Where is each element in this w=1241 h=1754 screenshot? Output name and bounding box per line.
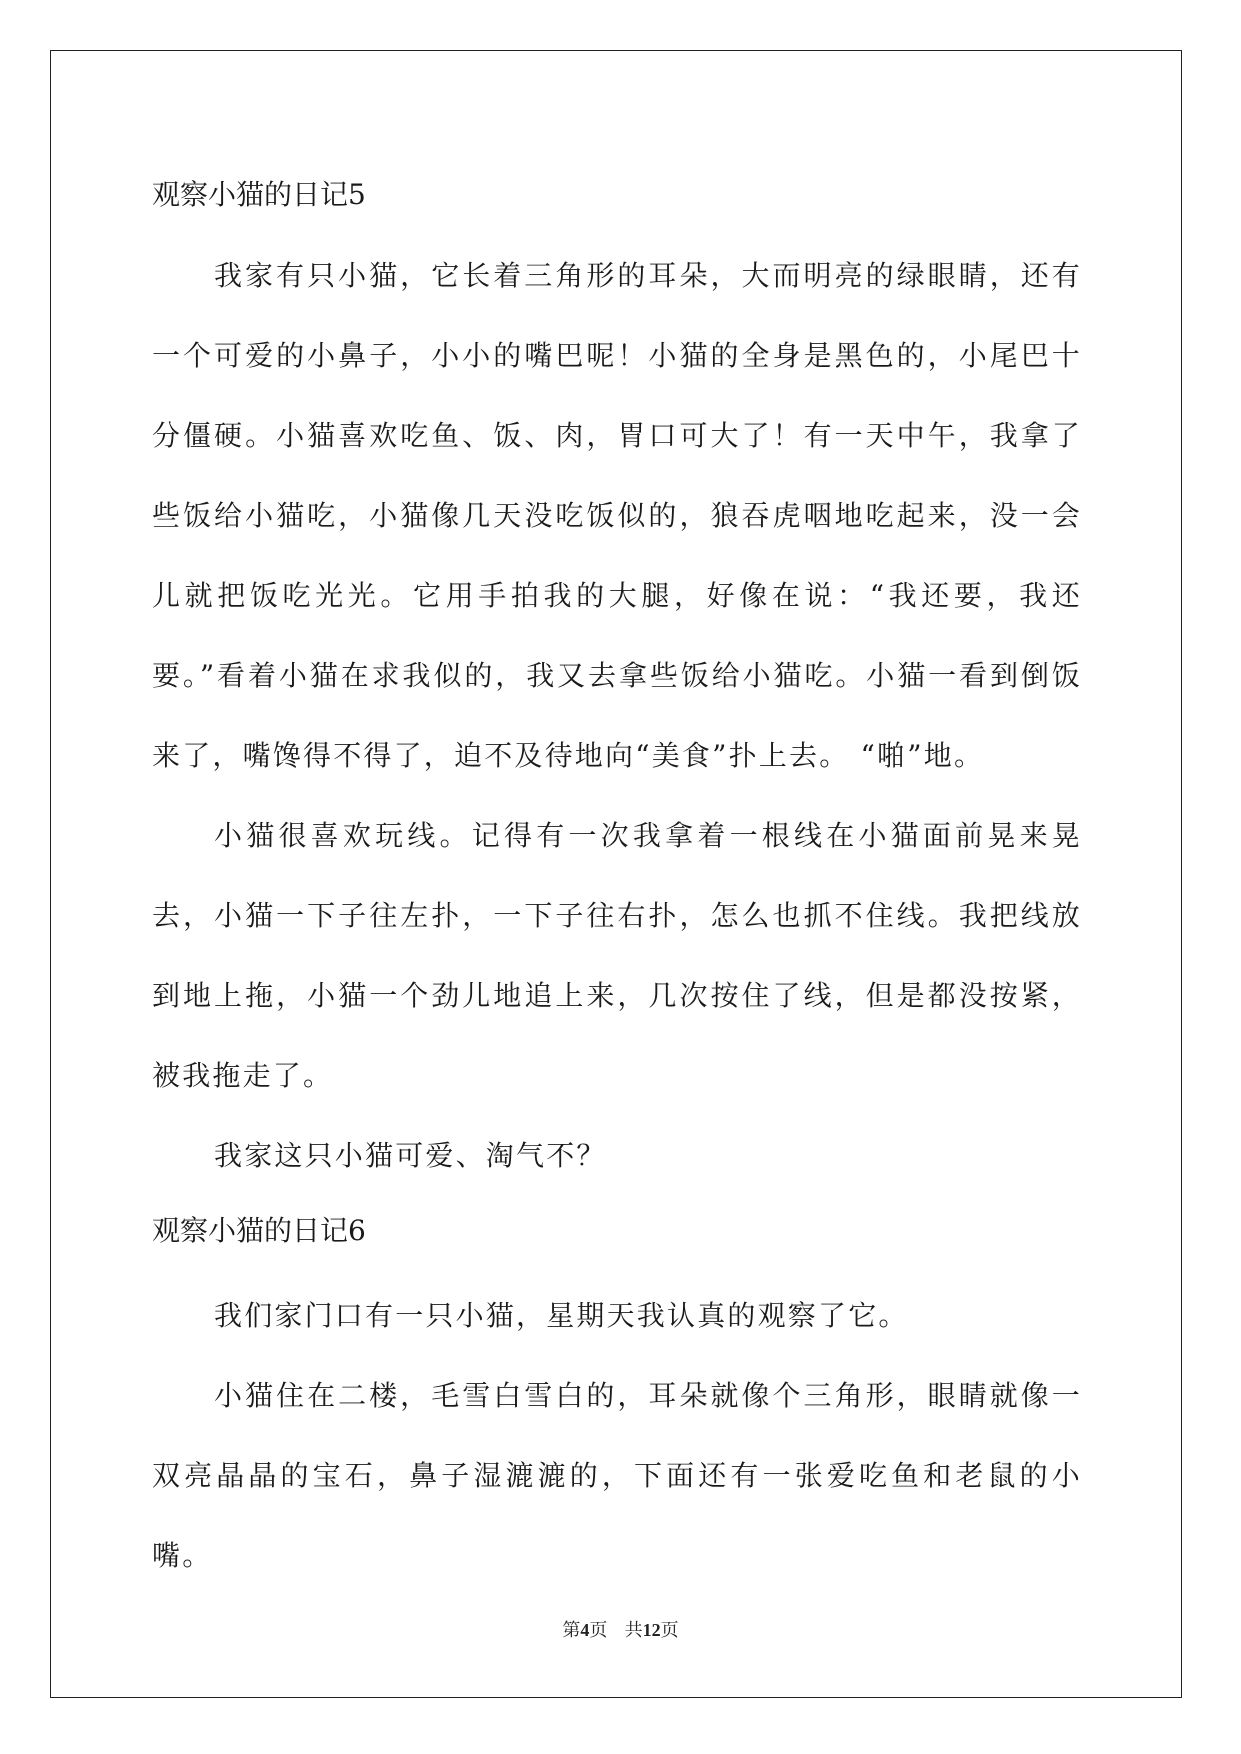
paragraph: 我家这只小猫可爱、淘气不？ xyxy=(214,1139,607,1172)
paragraph: 小猫很喜欢玩线。记得有一次我拿着一根线在小猫面前晃来晃去，小猫一下子往左扑，一下子往右扑，怎么也抓不住线。我把线放到地上拖，小猫一个劲儿地追上来，几次按住了线，但是都没按紧，被我拖走了。 xyxy=(152,819,1082,1092)
section-diary-6 xyxy=(152,1196,1082,1596)
footer-prefix: 第 xyxy=(562,1620,581,1641)
page-number: 4 xyxy=(580,1620,590,1640)
footer-page-suffix: 页 xyxy=(589,1620,608,1641)
section-diary-5 xyxy=(152,160,1082,1196)
section-heading: 观察小猫的日记6 xyxy=(152,1214,366,1247)
paragraph: 小猫住在二楼，毛雪白雪白的，耳朵就像个三角形，眼睛就像一双亮晶晶的宝石，鼻子湿漉漉的，下面还有一张爱吃鱼和老鼠的小嘴。 xyxy=(152,1379,1082,1572)
footer-total-suffix: 页 xyxy=(660,1620,679,1641)
footer-total-prefix: 共 xyxy=(624,1620,643,1641)
document-body xyxy=(152,160,1082,1596)
page-footer xyxy=(0,1618,1241,1643)
total-pages: 12 xyxy=(642,1620,661,1640)
section-heading: 观察小猫的日记5 xyxy=(152,178,366,211)
paragraph: 我家有只小猫，它长着三角形的耳朵，大而明亮的绿眼睛，还有一个可爱的小鼻子，小小的嘴巴呢！小猫的全身是黑色的，小尾巴十分僵硬。小猫喜欢吃鱼、饭、肉，胃口可大了！有一天中午，我拿了些饭给小猫吃，小猫像几天没吃饭似的，狼吞虎咽地吃起来，没一会儿就把饭吃光光。它用手拍我的大腿，好像在说：“我还要，我还要。”看着小猫在求我似的，我又去拿些饭给小猫吃。小猫一看到倒饭来了，嘴馋得不得了，迫不及待地向“美食”扑上去。 “啪”地。 xyxy=(152,259,1082,772)
paragraph: 我们家门口有一只小猫，星期天我认真的观察了它。 xyxy=(214,1299,909,1332)
